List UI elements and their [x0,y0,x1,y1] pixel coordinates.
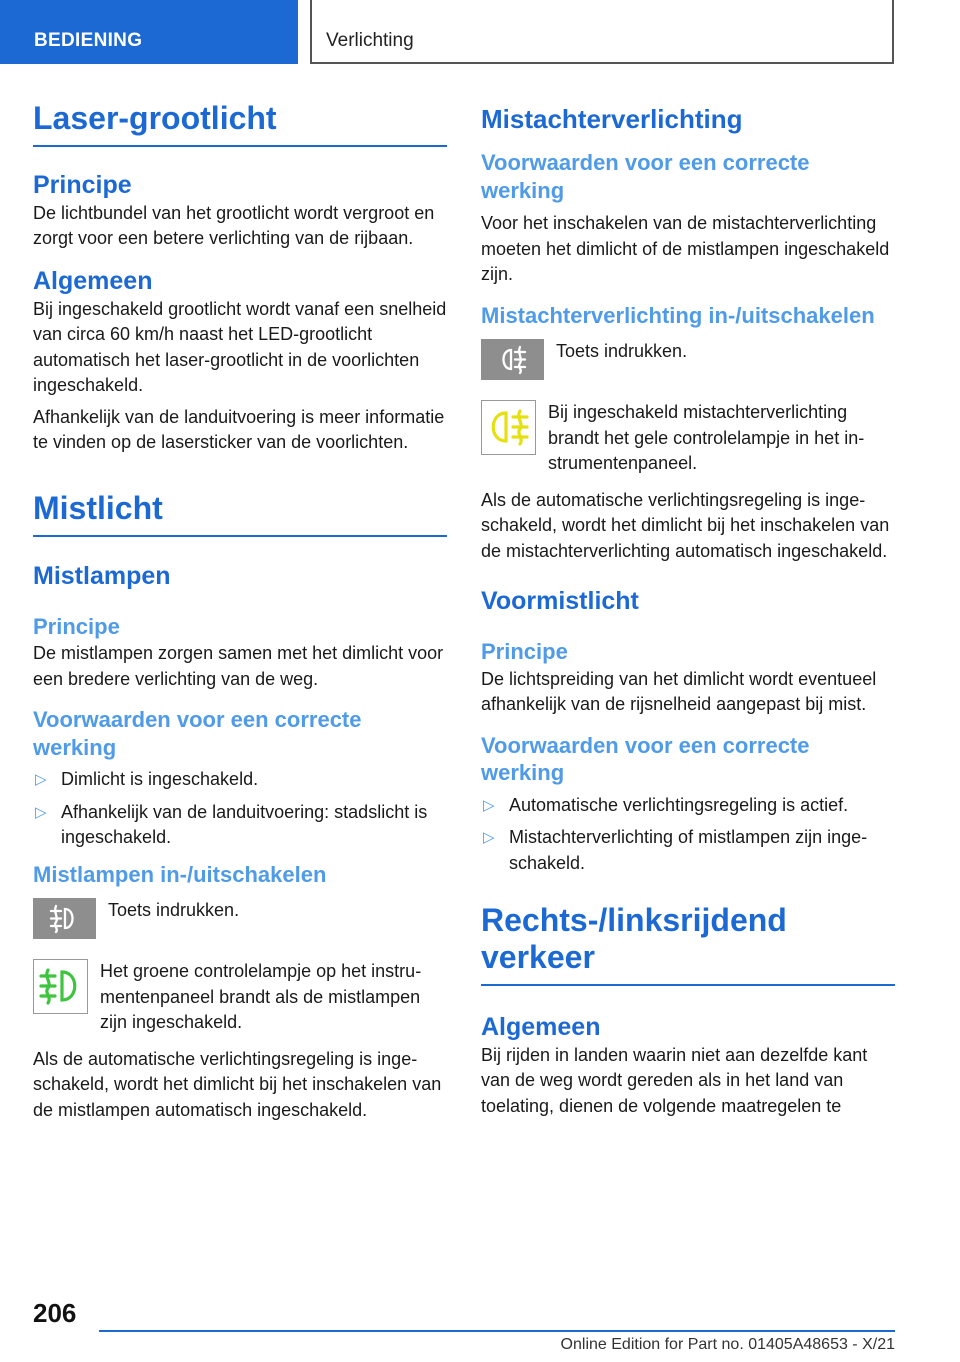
bullet-triangle-icon: ▷ [483,796,495,814]
mist-principe-text: De mistlampen zorgen samen met het dimlicht voor een bredere verlichting van de weg. [33,643,444,689]
rear-fog-button-icon [481,339,544,380]
bullet-triangle-icon: ▷ [35,771,47,789]
laser-algemeen-text-1: Bij ingeschakeld grootlicht wordt vanaf een snelheid van circa 60 km/h naast het LED-grootlicht automatisch het laser-grootlicht in de voorlichten ingeschakeld. [33,298,447,396]
rechts-links-title: Rechts-/linksrijdend verkeer [481,902,895,986]
left-column [33,100,447,1123]
rear-fog-indicator-row [481,400,895,477]
footer-divider [99,1330,895,1332]
voormist-principe-heading: Principe [481,639,568,665]
front-fog-button-icon [33,898,96,939]
page-number: 206 [33,1298,77,1328]
laser-principe-text: De lichtbundel van het grootlicht wordt vergroot en zorgt voor een betere verlichting van de rijbaan. [33,202,435,249]
list-item: ▷ Afhankelijk van de landuitvoering: stadslicht is ingeschakeld. [35,801,428,848]
voormist-principe-text: De lichtspreiding van het dimlicht wordt eventueel afhankelijk van de rijsnelheid aangepast bij mist. [481,668,877,715]
list-item: ▷ Mistachterverlichting of mistlampen zijn ingeschakeld. [483,827,868,873]
front-fog-button-row [33,898,447,939]
mistlampen-heading: Mistlampen [33,561,171,590]
rear-fog-indicator-text: Bij ingeschakeld mistachterverlichting brandt het gele controlelampje in het instrumentenpaneel. [548,402,865,474]
voormist-voorwaarden-list [481,793,895,877]
achter-schakelen-heading: Mistachterverlichting in-/uitschakelen [481,302,875,328]
bullet-triangle-icon: ▷ [483,829,495,847]
rear-fog-button-text: Toets indrukken. [556,341,688,362]
achter-voorwaarden-text: Voor het inschakelen van de mistachterverlichting moeten het dimlicht of de mistlampen ingeschakeld zijn. [481,213,890,285]
laser-title: Laser-grootlicht [33,100,447,147]
rear-fog-button-row [481,339,895,380]
mistlicht-title: Mistlicht [33,490,447,537]
rear-fog-indicator-icon [481,400,536,455]
header-section-tab [0,0,298,64]
achter-voorwaarden-heading: Voorwaarden voor een correcte werking [481,150,810,203]
header-chapter-box [310,0,894,64]
front-fog-indicator-row [33,959,447,1036]
voormist-voorwaarden-heading: Voorwaarden voor een correcte werking [481,732,810,786]
mist-auto-text: Als de automatische verlichtingsregeling is ingeschakeld, wordt het dimlicht bij het inschakelen van de mistlampen automatisch ingeschakeld. [33,1048,442,1120]
list-item: ▷ Automatische verlichtingsregeling is actief. [481,793,895,819]
rechts-algemeen-text: Bij rijden in landen waarin niet aan dezelfde kant van de weg wordt gereden als in het land van toelating, dienen de volgende maatregelen te [481,1044,868,1116]
mistachter-heading: Mistachterverlichting [481,104,743,134]
header-chapter-label: Verlichting [326,30,414,51]
right-column [481,100,895,1119]
mist-principe-heading: Principe [33,613,120,639]
mist-schakelen-heading: Mistlampen in-/uitschakelen [33,861,327,887]
header-section-label: BEDIENING [34,30,143,51]
achter-auto-text: Als de automatische verlichtingsregeling is ingeschakeld, wordt het dimlicht bij het inschakelen van de mistachterverlichting automatisch ingeschakeld. [481,489,890,561]
laser-algemeen-text-2: Afhankelijk van de landuitvoering is meer informatie te vinden op de lasersticker van de voorlichten. [33,406,445,453]
rechts-algemeen-heading: Algemeen [481,1012,601,1041]
laser-principe-heading: Principe [33,170,132,199]
mist-voorwaarden-list [33,767,447,851]
mist-voorwaarden-heading: Voorwaarden voor een correcte werking [33,707,362,760]
front-fog-button-text: Toets indrukken. [108,900,240,921]
list-item: ▷ Dimlicht is ingeschakeld. [33,767,447,793]
voormist-heading: Voormistlicht [481,587,639,616]
laser-algemeen-heading: Algemeen [33,266,153,295]
bullet-triangle-icon: ▷ [35,803,47,821]
front-fog-indicator-icon [33,959,88,1014]
edition-label: Online Edition for Part no. 01405A48653 - X/21 [560,1336,895,1353]
front-fog-indicator-text: Het groene controlelampje op het instrumentenpaneel brandt als de mistlampen zijn ingeschakeld. [100,961,422,1033]
